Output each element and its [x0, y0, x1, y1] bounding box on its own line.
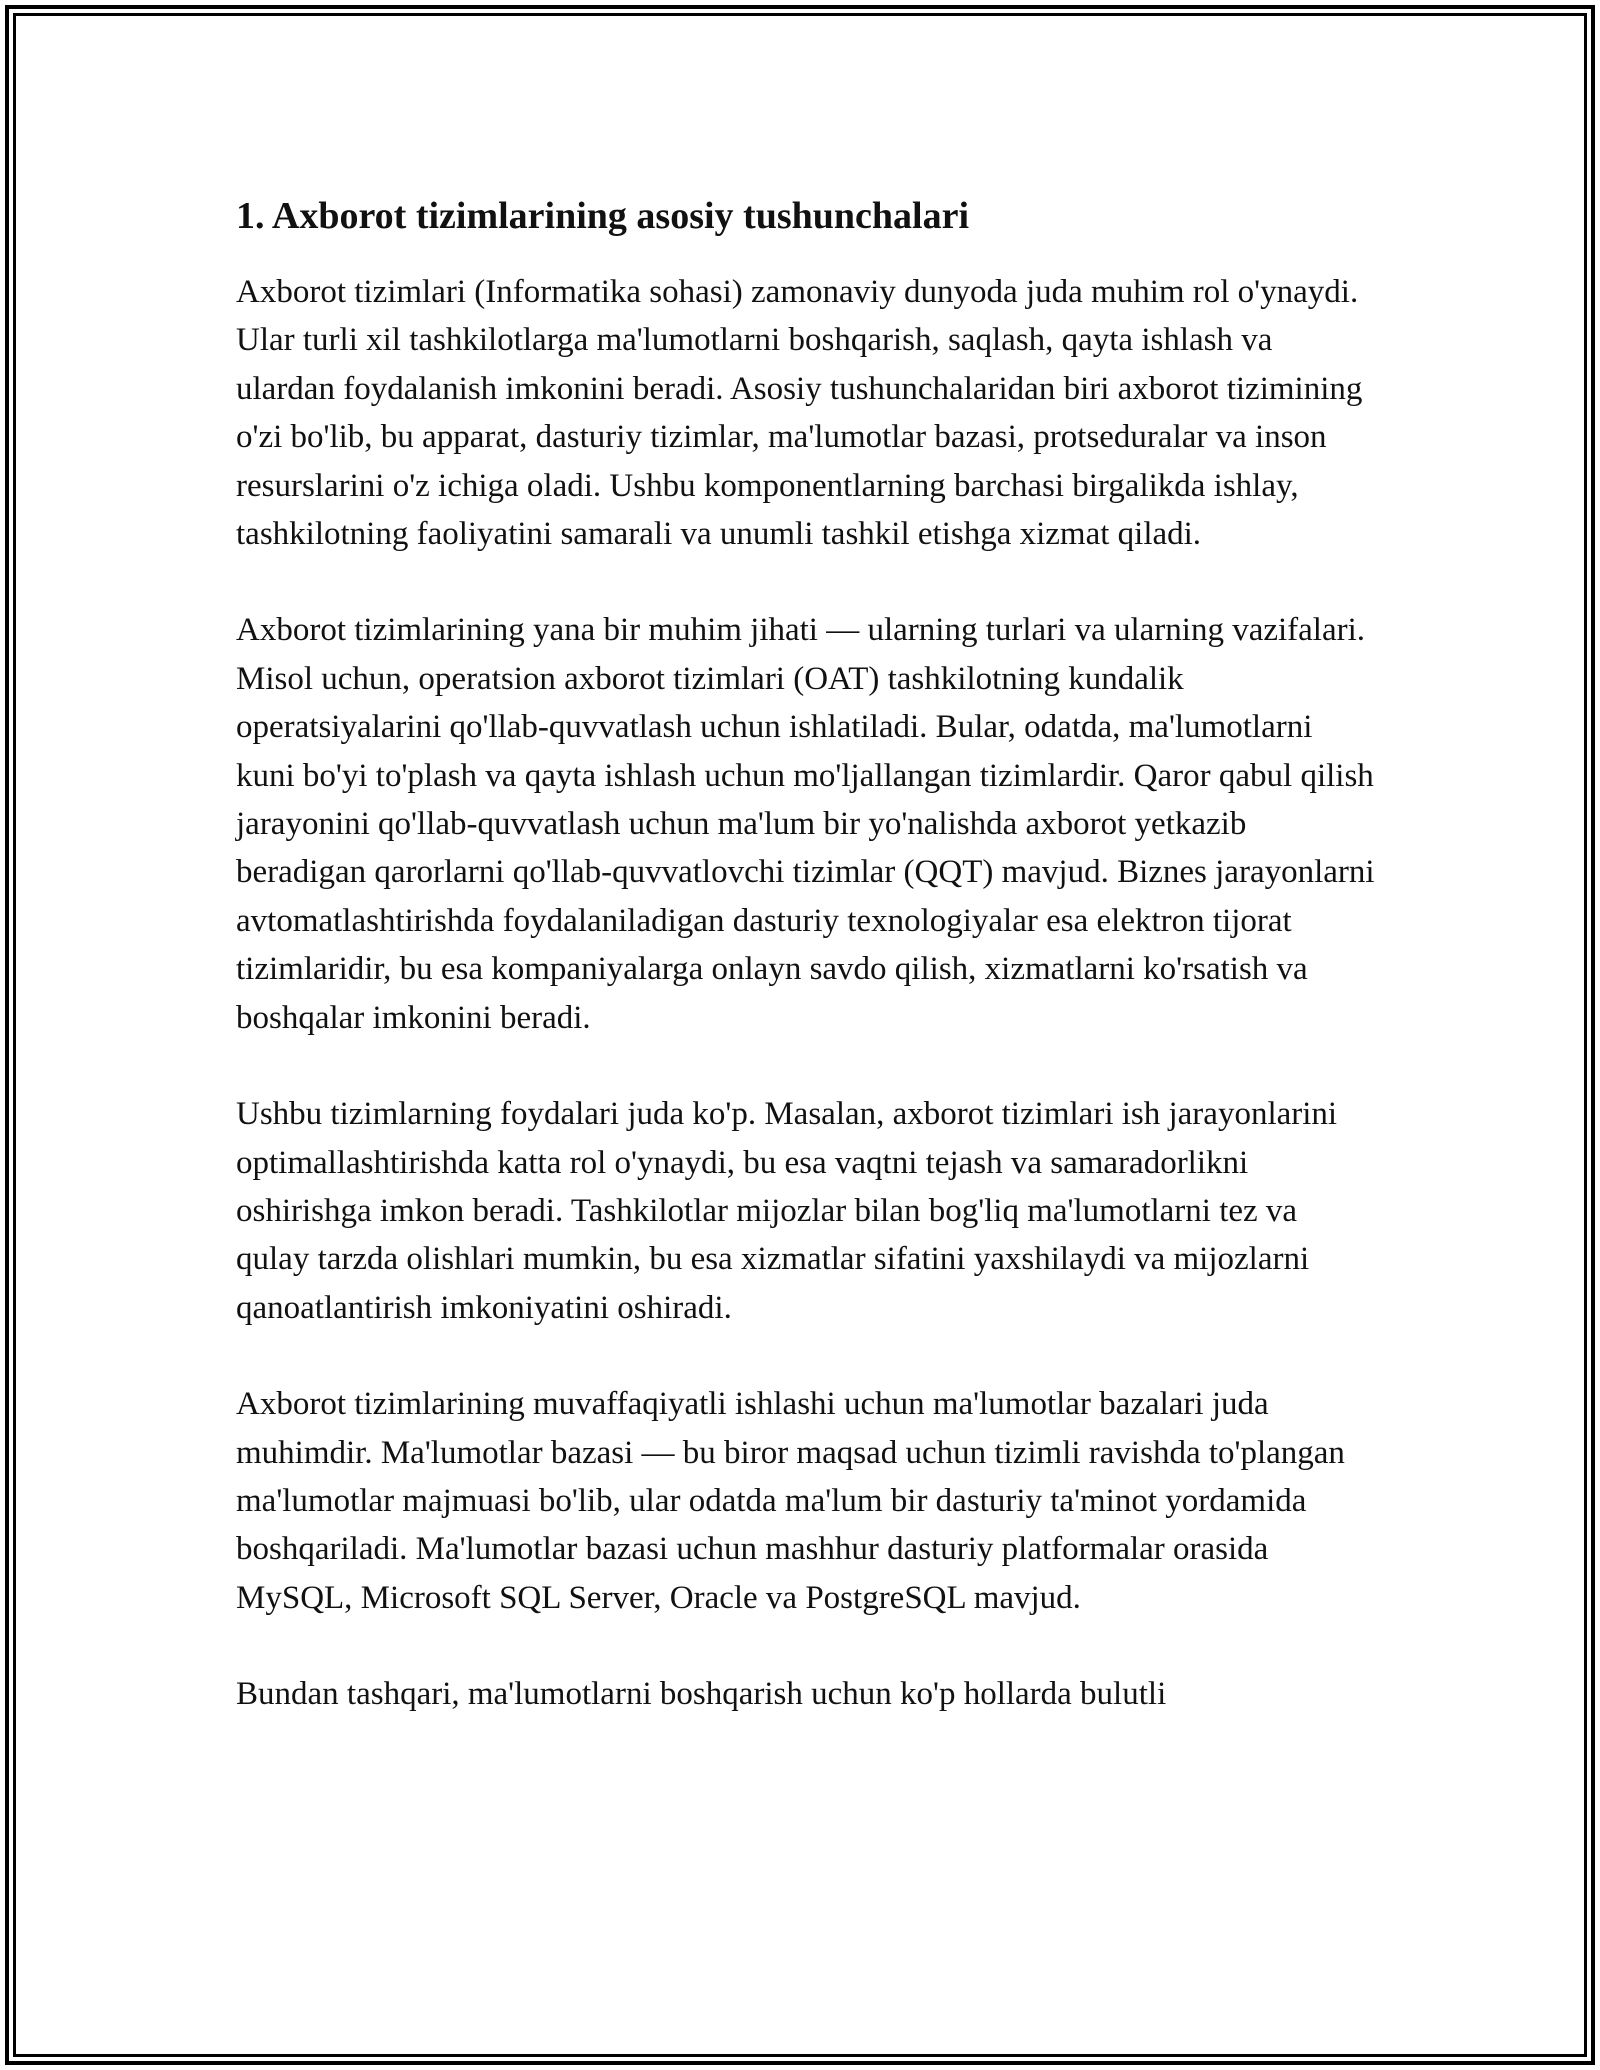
document-body — [236, 188, 1376, 1767]
paragraph-5: Bundan tashqari, ma'lumotlarni boshqarish uchun ko'p hollarda bulutli — [236, 1676, 1167, 1713]
paragraph-4: Axborot tizimlarining muvaffaqiyatli ishlashi uchun ma'lumotlar bazalari juda muhimdir. Ma'lumotlar bazasi — bu biror maqsad uchun tizimli ravishda to'plangan ma'lumotlar majmuasi bo'lib, ular odatda ma'lum bir dasturiy ta'minot yordamida boshqariladi. Ma'lumotlar bazasi uchun mashhur dasturiy platformalar orasida MySQL, Microsoft SQL Server, Oracle va PostgreSQL mavjud. — [236, 1386, 1345, 1616]
paragraph-3: Ushbu tizimlarning foydalari juda ko'p. Masalan, axborot tizimlari ish jarayonlarini optimallashtirishda katta rol o'ynaydi, bu esa vaqtni tejash va samaradorlikni oshirishga imkon beradi. Tashkilotlar mijozlar bilan bog'liq ma'lumotlarni tez va qulay tarzda olishlari mumkin, bu esa xizmatlar sifatini yaxshilaydi va mijozlarni qanoatlantirish imkoniyatini oshiradi. — [236, 1096, 1338, 1326]
paragraph-1: Axborot tizimlari (Informatika sohasi) zamonaviy dunyoda juda muhim rol o'ynaydi. Ular turli xil tashkilotlarga ma'lumotlarni boshqarish, saqlash, qayta ishlash va ulardan foydalanish imkonini beradi. Asosiy tushunchalaridan biri axborot tizimining o'zi bo'lib, bu apparat, dasturiy tizimlar, ma'lumotlar bazasi, protseduralar va inson resurslarini o'z ichiga oladi. Ushbu komponentlarning barchasi birgalikda ishlay, tashkilotning faoliyatini samarali va unumli tashkil etishga xizmat qiladi. — [236, 274, 1363, 553]
document-title: 1. Axborot tizimlarining asosiy tushunchalari — [236, 195, 970, 237]
paragraph-2: Axborot tizimlarining yana bir muhim jihati — ularning turlari va ularning vazifalari. Misol uchun, operatsion axborot tizimlari (OAT) tashkilotning kundalik operatsiyalarini qo'llab-quvvatlash uchun ishlatiladi. Bular, odatda, ma'lumotlarni kuni bo'yi to'plash va qayta ishlash uchun mo'ljallangan tizimlardir. Qaror qabul qilish jarayonini qo'llab-quvvatlash uchun ma'lum bir yo'nalishda axborot yetkazib beradigan qarorlarni qo'llab-quvvatlovchi tizimlar (QQT) mavjud. Biznes jarayonlarni avtomatlashtirishda foydalaniladigan dasturiy texnologiyalar esa elektron tijorat tizimlaridir, bu esa kompaniyalarga onlayn savdo qilish, xizmatlarni ko'rsatish va boshqalar imkonini beradi. — [236, 612, 1375, 1036]
